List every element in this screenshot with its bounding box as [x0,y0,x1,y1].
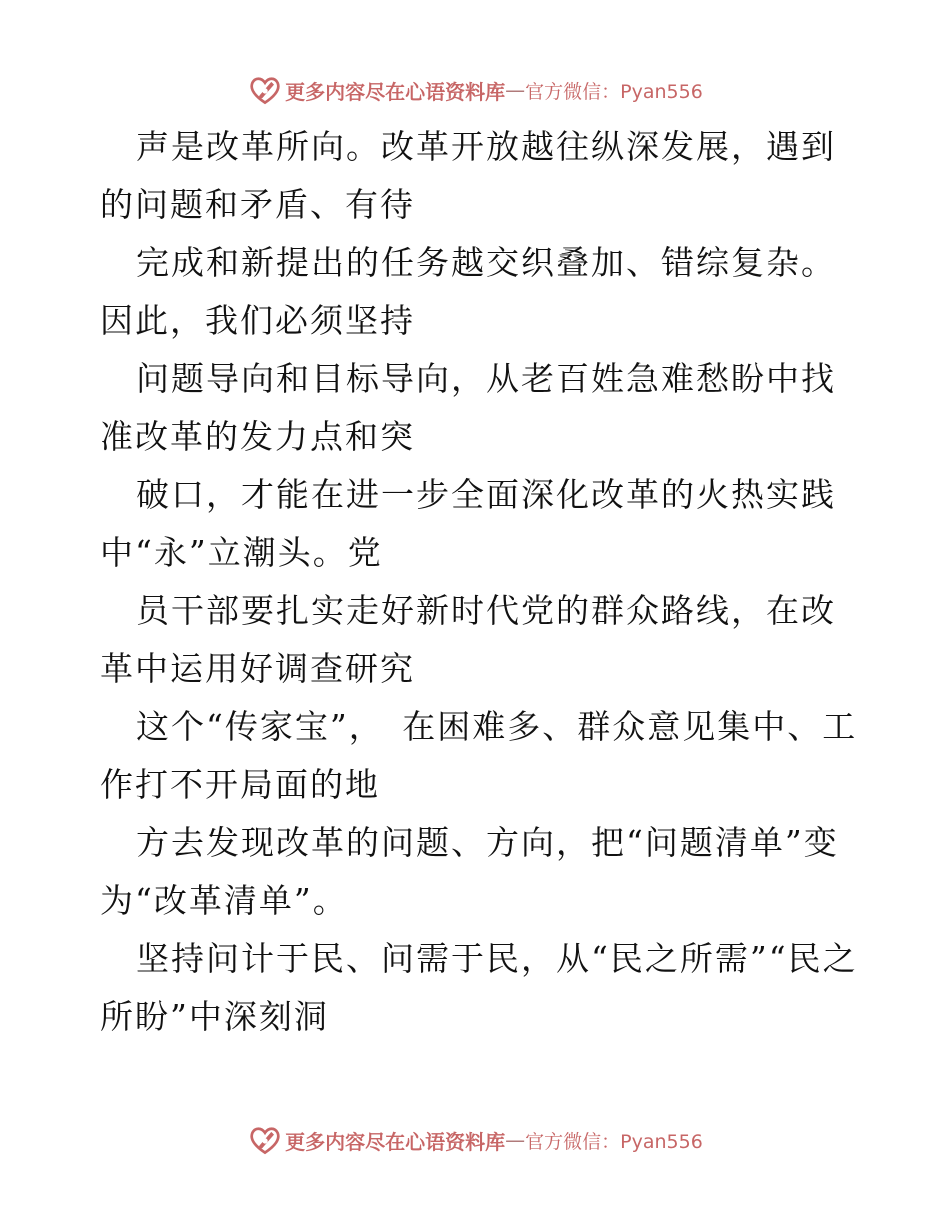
header-watermark-banner [0,70,950,110]
paragraph-5: 员干部要扎实走好新时代党的群众路线，在改革中运用好调查研究 [100,591,836,688]
heart-pen-logo-icon [247,72,283,108]
heart-pen-logo-icon [247,1122,283,1158]
paragraph-2: 完成和新提出的任务越交织叠加、错综复杂。因此，我们必须坚持 [100,243,836,340]
banner-separator: — [505,1128,526,1152]
footer-watermark-banner [0,1120,950,1160]
banner-library-text: 更多内容尽在心语资料库 [285,79,506,104]
paragraph-4: 破口，才能在进一步全面深化改革的火热实践中“永”立潮头。党 [100,475,836,572]
paragraph-8: 坚持问计于民、问需于民，从“民之所需”“民之所盼”中深刻洞 [100,939,858,1036]
paragraph-3: 问题导向和目标导向，从老百姓急难愁盼中找准改革的发力点和突 [100,359,836,456]
banner-library-text: 更多内容尽在心语资料库 [285,1129,506,1154]
document-body [100,118,860,1046]
banner-wechat-text: 官方微信：Pyan556 [525,1130,703,1153]
paragraph-7: 方去发现改革的问题、方向，把“问题清单”变为“改革清单”。 [100,823,839,920]
banner-wechat-text: 官方微信：Pyan556 [525,80,703,103]
paragraph-1: 声是改革所向。改革开放越往纵深发展，遇到的问题和矛盾、有待 [100,127,836,224]
paragraph-6: 这个“传家宝”， 在困难多、群众意见集中、工作打不开局面的地 [100,707,858,804]
banner-separator: — [505,78,526,102]
